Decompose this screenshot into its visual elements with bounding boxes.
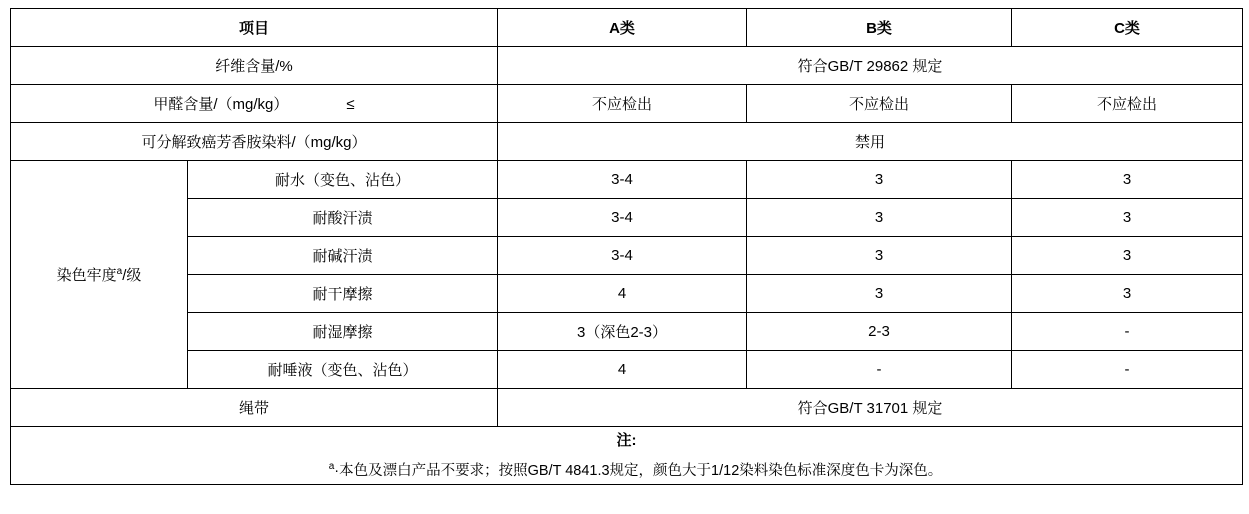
header-class-a: A类 (498, 9, 747, 47)
row-value-fastness-0-a: 3-4 (498, 161, 747, 199)
row-label-fastness-4: 耐湿摩擦 (188, 313, 498, 351)
table-row-fastness-acid (11, 199, 1243, 237)
header-class-b: B类 (747, 9, 1012, 47)
row-value-formaldehyde-a: 不应检出 (498, 85, 747, 123)
table-row-formaldehyde (11, 85, 1243, 123)
table-row-fastness-dry-rub (11, 275, 1243, 313)
row-value-fastness-4-b: 2-3 (747, 313, 1012, 351)
header-class-c: C类 (1012, 9, 1243, 47)
table-row-fiber (11, 47, 1243, 85)
note-title: 注: (616, 432, 637, 449)
table-row-fastness-saliva (11, 351, 1243, 389)
row-value-fastness-2-c: 3 (1012, 237, 1243, 275)
row-value-fastness-4-c: - (1012, 313, 1243, 351)
row-label-fastness-0: 耐水（变色、沾色） (188, 161, 498, 199)
row-label-formaldehyde-symbol: ≤ (346, 96, 355, 113)
row-value-azo: 禁用 (498, 123, 1243, 161)
row-value-fastness-2-b: 3 (747, 237, 1012, 275)
table-body (11, 47, 1243, 485)
spec-table-container (0, 8, 1249, 514)
row-label-rope: 绳带 (11, 389, 498, 427)
row-value-fastness-5-c: - (1012, 351, 1243, 389)
row-value-fastness-4-a: 3（深色2-3） (498, 313, 747, 351)
table-row-fastness-water (11, 161, 1243, 199)
table-row-fastness-alkali (11, 237, 1243, 275)
requirements-table (10, 8, 1243, 485)
row-label-formaldehyde-text: 甲醛含量/（mg/kg） (153, 96, 289, 113)
row-value-fastness-1-b: 3 (747, 199, 1012, 237)
table-note (11, 427, 1243, 485)
row-label-fiber: 纤维含量/% (11, 47, 498, 85)
row-value-fastness-1-a: 3-4 (498, 199, 747, 237)
row-value-fastness-5-b: - (747, 351, 1012, 389)
row-value-rope: 符合GB/T 31701 规定 (498, 389, 1243, 427)
row-label-fastness-2: 耐碱汗渍 (188, 237, 498, 275)
table-header (11, 9, 1243, 47)
note-body (11, 458, 1242, 484)
table-row-note (11, 427, 1243, 485)
row-value-fastness-0-b: 3 (747, 161, 1012, 199)
note-text: ·本色及漂白产品不要求；按照GB/T 4841.3规定，颜色大于1/12染料染色标准深度色卡为深色。 (334, 463, 943, 479)
row-label-fastness-1: 耐酸汗渍 (188, 199, 498, 237)
header-item: 项目 (11, 9, 498, 47)
row-value-fastness-3-a: 4 (498, 275, 747, 313)
table-row-azo (11, 123, 1243, 161)
row-group-label-fastness (11, 161, 188, 389)
row-label-fastness-5: 耐唾液（变色、沾色） (188, 351, 498, 389)
row-value-formaldehyde-c: 不应检出 (1012, 85, 1243, 123)
row-value-fastness-3-c: 3 (1012, 275, 1243, 313)
row-value-fastness-3-b: 3 (747, 275, 1012, 313)
row-value-formaldehyde-b: 不应检出 (747, 85, 1012, 123)
note-marker: a (328, 461, 335, 473)
row-value-fastness-0-c: 3 (1012, 161, 1243, 199)
row-label-fastness-3: 耐干摩擦 (188, 275, 498, 313)
fastness-label-text: 染色牢度 (56, 267, 117, 284)
table-header-row (11, 9, 1243, 47)
row-value-fastness-5-a: 4 (498, 351, 747, 389)
row-label-formaldehyde (11, 85, 498, 123)
table-row-fastness-wet-rub (11, 313, 1243, 351)
row-value-fiber: 符合GB/T 29862 规定 (498, 47, 1243, 85)
table-row-rope (11, 389, 1243, 427)
fastness-label-unit: /级 (122, 267, 142, 284)
fastness-label-sup: a (116, 266, 123, 277)
row-label-azo: 可分解致癌芳香胺染料/（mg/kg） (11, 123, 498, 161)
row-value-fastness-2-a: 3-4 (498, 237, 747, 275)
row-value-fastness-1-c: 3 (1012, 199, 1243, 237)
